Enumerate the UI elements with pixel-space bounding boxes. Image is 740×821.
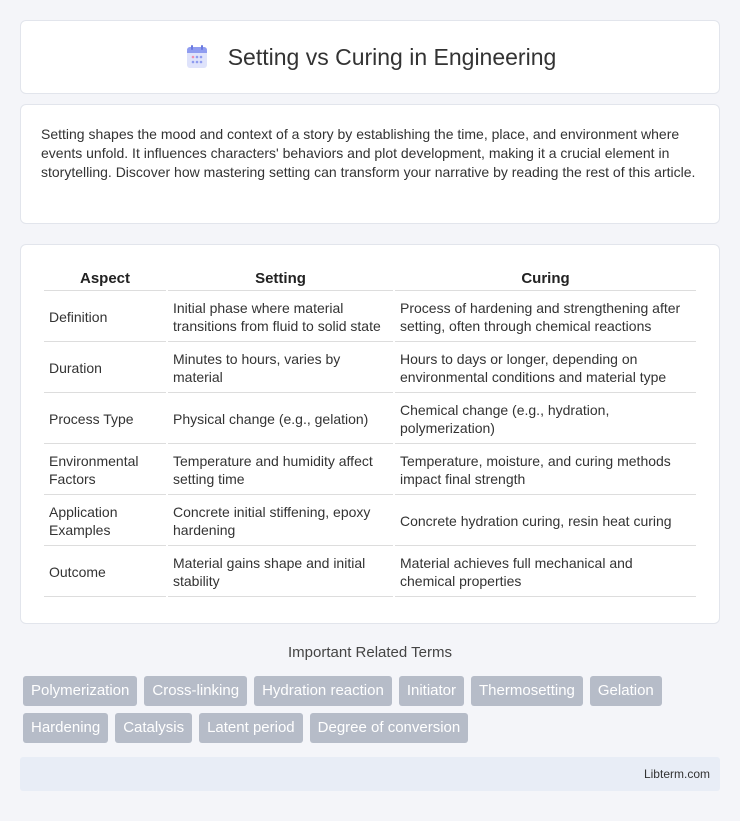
comparison-table bbox=[42, 265, 698, 599]
table-row bbox=[44, 395, 696, 444]
comparison-table-card bbox=[20, 244, 720, 624]
cell-setting: Physical change (e.g., gelation) bbox=[168, 395, 393, 444]
footer bbox=[20, 757, 720, 791]
cell-aspect: Process Type bbox=[44, 395, 166, 444]
related-term-tag[interactable]: Hydration reaction bbox=[254, 676, 392, 706]
header-setting: Setting bbox=[168, 267, 393, 291]
cell-aspect: Definition bbox=[44, 293, 166, 342]
cell-setting: Temperature and humidity affect setting time bbox=[168, 446, 393, 495]
related-term-tag[interactable]: Catalysis bbox=[115, 713, 192, 743]
related-term-tag[interactable]: Gelation bbox=[590, 676, 662, 706]
related-term-tag[interactable]: Degree of conversion bbox=[310, 713, 469, 743]
cell-curing: Process of hardening and strengthening after setting, often through chemical reactions bbox=[395, 293, 696, 342]
cell-curing: Hours to days or longer, depending on environmental conditions and material type bbox=[395, 344, 696, 393]
related-term-tag[interactable]: Cross-linking bbox=[144, 676, 247, 706]
table-row bbox=[44, 446, 696, 495]
table-header-row bbox=[44, 267, 696, 291]
cell-aspect: Environmental Factors bbox=[44, 446, 166, 495]
footer-site-link[interactable]: Libterm.com bbox=[643, 767, 710, 781]
related-terms-title: Important Related Terms bbox=[288, 644, 452, 661]
table-row bbox=[44, 293, 696, 342]
cell-curing: Temperature, moisture, and curing methods impact final strength bbox=[395, 446, 696, 495]
cell-setting: Material gains shape and initial stability bbox=[168, 548, 393, 597]
related-term-tag[interactable]: Polymerization bbox=[23, 676, 137, 706]
cell-aspect: Outcome bbox=[44, 548, 166, 597]
intro-card bbox=[20, 104, 720, 224]
table-row bbox=[44, 548, 696, 597]
document-icon bbox=[184, 44, 210, 70]
related-terms-list bbox=[23, 676, 723, 743]
title-card bbox=[20, 20, 720, 94]
related-term-tag[interactable]: Latent period bbox=[199, 713, 303, 743]
cell-aspect: Duration bbox=[44, 344, 166, 393]
cell-curing: Chemical change (e.g., hydration, polymerization) bbox=[395, 395, 696, 444]
cell-setting: Minutes to hours, varies by material bbox=[168, 344, 393, 393]
cell-curing: Concrete hydration curing, resin heat curing bbox=[395, 497, 696, 546]
cell-setting: Initial phase where material transitions from fluid to solid state bbox=[168, 293, 393, 342]
related-term-tag[interactable]: Hardening bbox=[23, 713, 108, 743]
table-row bbox=[44, 497, 696, 546]
cell-curing: Material achieves full mechanical and chemical properties bbox=[395, 548, 696, 597]
page-title: Setting vs Curing in Engineering bbox=[227, 43, 557, 70]
header-aspect: Aspect bbox=[44, 267, 166, 291]
cell-aspect: Application Examples bbox=[44, 497, 166, 546]
table-row bbox=[44, 344, 696, 393]
intro-text: Setting shapes the mood and context of a story by establishing the time, place, and environment where events unfold. It influences characters' behaviors and plot development, making it a crucial element in storytelling. Discover how mastering setting can transform your narrative by reading the rest of this article. bbox=[41, 126, 696, 180]
cell-setting: Concrete initial stiffening, epoxy hardening bbox=[168, 497, 393, 546]
related-term-tag[interactable]: Initiator bbox=[399, 676, 464, 706]
related-term-tag[interactable]: Thermosetting bbox=[471, 676, 583, 706]
header-curing: Curing bbox=[395, 267, 696, 291]
